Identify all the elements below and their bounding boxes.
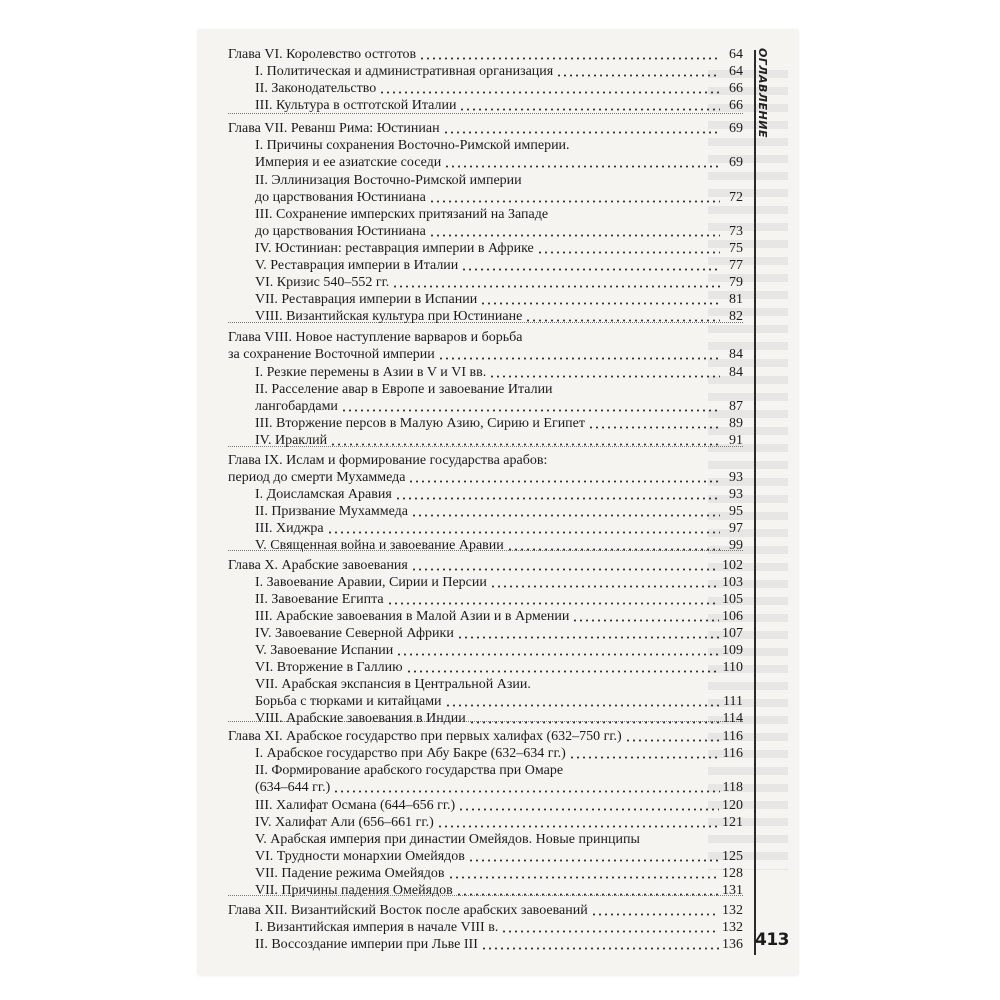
- toc-section-entry[interactable]: [255, 676, 743, 693]
- toc-entry-title: I. Завоевание Аравии, Сирии и Персии: [255, 575, 487, 590]
- toc-entry-title: I. Причины сохранения Восточно-Римской империи.: [255, 138, 570, 153]
- toc-entry-title: до царствования Юстиниана: [255, 224, 426, 239]
- dot-leader: [443, 131, 720, 134]
- toc-chapter-entry[interactable]: [228, 902, 743, 919]
- dot-leader: [525, 319, 720, 322]
- dot-leader: [591, 913, 719, 916]
- dot-leader: [419, 57, 720, 60]
- toc-entry-title: III. Арабские завоевания в Малой Азии и в Армении: [255, 609, 570, 624]
- toc-entry-title: VI. Трудности монархии Омейядов: [255, 849, 465, 864]
- toc-chapter-entry[interactable]: [228, 452, 743, 469]
- dot-leader: [507, 548, 720, 551]
- toc-page-number: 91: [729, 433, 743, 448]
- toc-entry-title: II. Эллинизация Восточно-Римской империи: [255, 173, 522, 188]
- toc-section-entry[interactable]: [255, 882, 743, 899]
- toc-entry-title: VII. Причины падения Омейядов: [255, 883, 453, 898]
- toc-section-entry[interactable]: [255, 415, 743, 432]
- toc-section-entry[interactable]: [255, 189, 743, 206]
- toc-section-entry[interactable]: [228, 346, 743, 363]
- toc-entry-title: II. Завоевание Египта: [255, 592, 384, 607]
- toc-section-entry[interactable]: [255, 865, 743, 882]
- toc-page-number: 64: [729, 47, 743, 62]
- dot-leader: [429, 234, 720, 237]
- toc-page-number: 107: [722, 626, 743, 641]
- toc-page-number: 116: [722, 729, 743, 744]
- toc-page-number: 66: [729, 81, 743, 96]
- toc-section-entry[interactable]: [255, 779, 743, 796]
- toc-entry-title: Глава X. Арабские завоевания: [228, 558, 408, 573]
- dot-leader: [411, 568, 719, 571]
- toc-page-number: 89: [729, 416, 743, 431]
- toc-section-entry[interactable]: [255, 710, 743, 727]
- toc-page-number: 69: [729, 155, 743, 170]
- toc-page-number: 118: [722, 780, 743, 795]
- dot-leader: [330, 443, 720, 446]
- dot-leader: [341, 409, 720, 412]
- toc-entry-title: VIII. Византийская культура при Юстиниане: [255, 309, 523, 324]
- toc-page-number: 125: [722, 849, 743, 864]
- toc-section-entry[interactable]: [255, 625, 743, 642]
- toc-page-number: 66: [729, 98, 743, 113]
- toc-page-number: 72: [729, 190, 743, 205]
- toc-section-entry[interactable]: [255, 591, 743, 608]
- toc-page-number: 64: [729, 64, 743, 79]
- toc-section-entry[interactable]: [255, 381, 743, 398]
- dot-leader: [387, 602, 719, 605]
- toc-section-entry[interactable]: [255, 206, 743, 223]
- dot-leader: [379, 91, 720, 94]
- dot-leader: [438, 357, 720, 360]
- toc-page-number: 84: [729, 347, 743, 362]
- toc-entry-title: I. Доисламская Аравия: [255, 487, 392, 502]
- toc-page-number: 99: [729, 538, 743, 553]
- toc-section-entry[interactable]: [255, 797, 743, 814]
- toc-section-entry[interactable]: [255, 537, 743, 554]
- book-page: [198, 30, 798, 975]
- toc-entry-title: I. Арабское государство при Абу Бакре (632–634 гг.): [255, 746, 566, 761]
- toc-entry-title: VII. Реставрация империи в Испании: [255, 292, 478, 307]
- toc-section-entry[interactable]: [255, 693, 743, 710]
- toc-section-entry[interactable]: [255, 80, 743, 97]
- dot-leader: [489, 375, 720, 378]
- dot-leader: [406, 670, 720, 673]
- dot-leader: [333, 790, 719, 793]
- toc-chapter-entry[interactable]: [228, 557, 743, 574]
- dot-leader: [444, 165, 720, 168]
- dot-leader: [392, 285, 720, 288]
- toc-page-number: 116: [722, 746, 743, 761]
- toc-entry-title: II. Формирование арабского государства при Омаре: [255, 763, 564, 778]
- toc-section-entry[interactable]: [255, 63, 743, 80]
- toc-entry-title: III. Халифат Османа (644–656 гг.): [255, 798, 456, 813]
- toc-entry-title: III. Культура в остготской Италии: [255, 98, 457, 113]
- dot-leader: [396, 653, 719, 656]
- dot-leader: [490, 585, 719, 588]
- toc-page-number: 120: [722, 798, 743, 813]
- dot-leader: [461, 268, 720, 271]
- toc-section-entry[interactable]: [255, 274, 743, 291]
- toc-entry-title: VII. Арабская экспансия в Центральной Азии.: [255, 677, 531, 692]
- toc-entry-title: Империя и ее азиатские соседи: [255, 155, 442, 170]
- dot-leader: [459, 108, 720, 111]
- toc-entry-title: III. Хиджра: [255, 521, 324, 536]
- toc-entry-title: Глава IX. Ислам и формирование государства арабов:: [228, 453, 548, 468]
- toc-page-number: 105: [722, 592, 743, 607]
- toc-entry-title: VI. Вторжение в Галлию: [255, 660, 403, 675]
- toc-chapter-entry[interactable]: [228, 120, 743, 137]
- toc-entry-title: Борьба с тюрками и китайцами: [255, 694, 442, 709]
- dot-leader: [625, 739, 720, 742]
- toc-page-number: 131: [722, 883, 743, 898]
- toc-entry-title: VIII. Арабские завоевания в Индии: [255, 711, 466, 726]
- toc-section-entry[interactable]: [255, 659, 743, 676]
- dot-leader: [480, 302, 720, 305]
- toc-entry-title: (634–644 гг.): [255, 780, 331, 795]
- toc-chapter-entry[interactable]: [228, 728, 743, 745]
- running-head-text: ОГЛАВЛЕНИЕ: [756, 48, 769, 138]
- toc-entry-title: I. Византийская империя в начале VIII в.: [255, 920, 499, 935]
- page-number: 413: [755, 930, 789, 950]
- dot-leader: [457, 636, 719, 639]
- toc-chapter-entry[interactable]: [228, 46, 743, 63]
- toc-section-entry[interactable]: [255, 240, 743, 257]
- toc-section-entry[interactable]: [255, 137, 743, 154]
- toc-entry-title: II. Воссоздание империи при Льве III: [255, 937, 478, 952]
- toc-entry-title: V. Реставрация империи в Италии: [255, 258, 459, 273]
- dot-leader: [448, 876, 720, 879]
- toc-page-number: 93: [729, 487, 743, 502]
- toc-section-entry[interactable]: [255, 364, 743, 381]
- toc-section-entry[interactable]: [255, 745, 743, 762]
- dot-leader: [458, 808, 719, 811]
- dot-leader: [408, 480, 720, 483]
- toc-entry-title: Глава VI. Королевство остготов: [228, 47, 417, 62]
- toc-page-number: 111: [723, 694, 743, 709]
- toc-entry-title: Глава XI. Арабское государство при первых халифах (632–750 гг.): [228, 729, 622, 744]
- toc-section-entry[interactable]: [255, 919, 743, 936]
- toc-section-entry[interactable]: [255, 398, 743, 415]
- toc-entry-title: IV. Халифат Али (656–661 гг.): [255, 815, 434, 830]
- toc-entry-title: лангобардами: [255, 399, 338, 414]
- toc-page-number: 128: [722, 866, 743, 881]
- toc-section-entry[interactable]: [255, 642, 743, 659]
- toc-chapter-entry[interactable]: [228, 329, 743, 346]
- toc-entry-title: до царствования Юстиниана: [255, 190, 426, 205]
- dot-leader: [572, 619, 719, 622]
- toc-page-number: 97: [729, 521, 743, 536]
- dot-leader: [456, 893, 719, 896]
- toc-page-number: 132: [722, 920, 743, 935]
- dot-leader: [437, 825, 719, 828]
- toc-section-entry[interactable]: [255, 520, 743, 537]
- toc-page-number: 121: [722, 815, 743, 830]
- dot-leader: [481, 947, 719, 950]
- toc-section-entry[interactable]: [255, 814, 743, 831]
- toc-page-number: 93: [729, 470, 743, 485]
- toc-section-entry[interactable]: [255, 223, 743, 240]
- dot-leader: [588, 426, 720, 429]
- toc-section-entry[interactable]: [255, 257, 743, 274]
- toc-section-entry[interactable]: [255, 936, 743, 953]
- toc-entry-title: период до смерти Мухаммеда: [228, 470, 406, 485]
- toc-page-number: 102: [722, 558, 743, 573]
- dot-leader: [445, 704, 720, 707]
- toc-entry-title: Глава VII. Реванш Рима: Юстиниан: [228, 121, 440, 136]
- dot-leader: [501, 930, 719, 933]
- dot-leader: [569, 756, 720, 759]
- toc-entry-title: IV. Ираклий: [255, 433, 328, 448]
- toc-entry-title: II. Расселение авар в Европе и завоевание Италии: [255, 382, 553, 397]
- toc-section-entry[interactable]: [255, 503, 743, 520]
- toc-page-number: 95: [729, 504, 743, 519]
- dot-leader: [556, 74, 720, 77]
- toc-page-number: 132: [722, 903, 743, 918]
- toc-section-entry[interactable]: [255, 486, 743, 503]
- toc-entry-title: II. Призвание Мухаммеда: [255, 504, 409, 519]
- dot-leader: [327, 531, 720, 534]
- toc-entry-title: VI. Кризис 540–552 гг.: [255, 275, 390, 290]
- toc-entry-title: V. Арабская империя при династии Омейядов. Новые принципы: [255, 832, 640, 847]
- toc-section-entry[interactable]: [255, 432, 743, 449]
- toc-section-entry[interactable]: [255, 762, 743, 779]
- toc-entry-title: V. Священная война и завоевание Аравии: [255, 538, 504, 553]
- toc-entry-title: II. Законодательство: [255, 81, 377, 96]
- toc-page-number: 109: [722, 643, 743, 658]
- toc-section-entry[interactable]: [255, 308, 743, 325]
- toc-section-entry[interactable]: [255, 831, 743, 848]
- dot-leader: [411, 514, 720, 517]
- toc-entry-title: V. Завоевание Испании: [255, 643, 394, 658]
- toc-page-number: 84: [729, 365, 743, 380]
- dot-leader: [537, 251, 720, 254]
- toc-page-number: 79: [729, 275, 743, 290]
- toc-page-number: 114: [722, 711, 743, 726]
- toc-entry-title: Глава XII. Византийский Восток после арабских завоеваний: [228, 903, 588, 918]
- toc-section-entry[interactable]: [255, 291, 743, 308]
- toc-entry-title: III. Сохранение имперских притязаний на Западе: [255, 207, 549, 222]
- toc-entry-title: IV. Завоевание Северной Африки: [255, 626, 454, 641]
- toc-page-number: 106: [722, 609, 743, 624]
- toc-page-number: 110: [722, 660, 743, 675]
- toc-page-number: 103: [722, 575, 743, 590]
- toc-page-number: 81: [729, 292, 743, 307]
- toc-section-entry[interactable]: [255, 172, 743, 189]
- dot-leader: [395, 497, 720, 500]
- toc-entry-title: за сохранение Восточной империи: [228, 347, 435, 362]
- toc-page-number: 87: [729, 399, 743, 414]
- toc-page-number: 136: [722, 937, 743, 952]
- toc-entry-title: I. Политическая и административная организация: [255, 64, 554, 79]
- toc-page-number: 69: [729, 121, 743, 136]
- dot-leader: [468, 859, 719, 862]
- toc-section-entry[interactable]: [255, 848, 743, 865]
- toc-page-number: 82: [729, 309, 743, 324]
- toc-entry-title: VII. Падение режима Омейядов: [255, 866, 445, 881]
- toc-entry-title: III. Вторжение персов в Малую Азию, Сирию и Египет: [255, 416, 586, 431]
- dot-leader: [429, 200, 720, 203]
- toc-entry-title: IV. Юстиниан: реставрация империи в Африке: [255, 241, 534, 256]
- toc-page-number: 77: [729, 258, 743, 273]
- toc-entry-title: Глава VIII. Новое наступление варваров и борьба: [228, 330, 523, 345]
- toc-entry-title: I. Резкие перемены в Азии в V и VI вв.: [255, 365, 487, 380]
- toc-section-entry[interactable]: [228, 469, 743, 486]
- toc-section-entry[interactable]: [255, 97, 743, 114]
- dot-leader: [469, 721, 720, 724]
- toc-section-entry[interactable]: [255, 574, 743, 591]
- toc-page-number: 73: [729, 224, 743, 239]
- toc-page-number: 75: [729, 241, 743, 256]
- table-of-contents: [198, 30, 798, 975]
- toc-section-entry[interactable]: [255, 154, 743, 171]
- toc-section-entry[interactable]: [255, 608, 743, 625]
